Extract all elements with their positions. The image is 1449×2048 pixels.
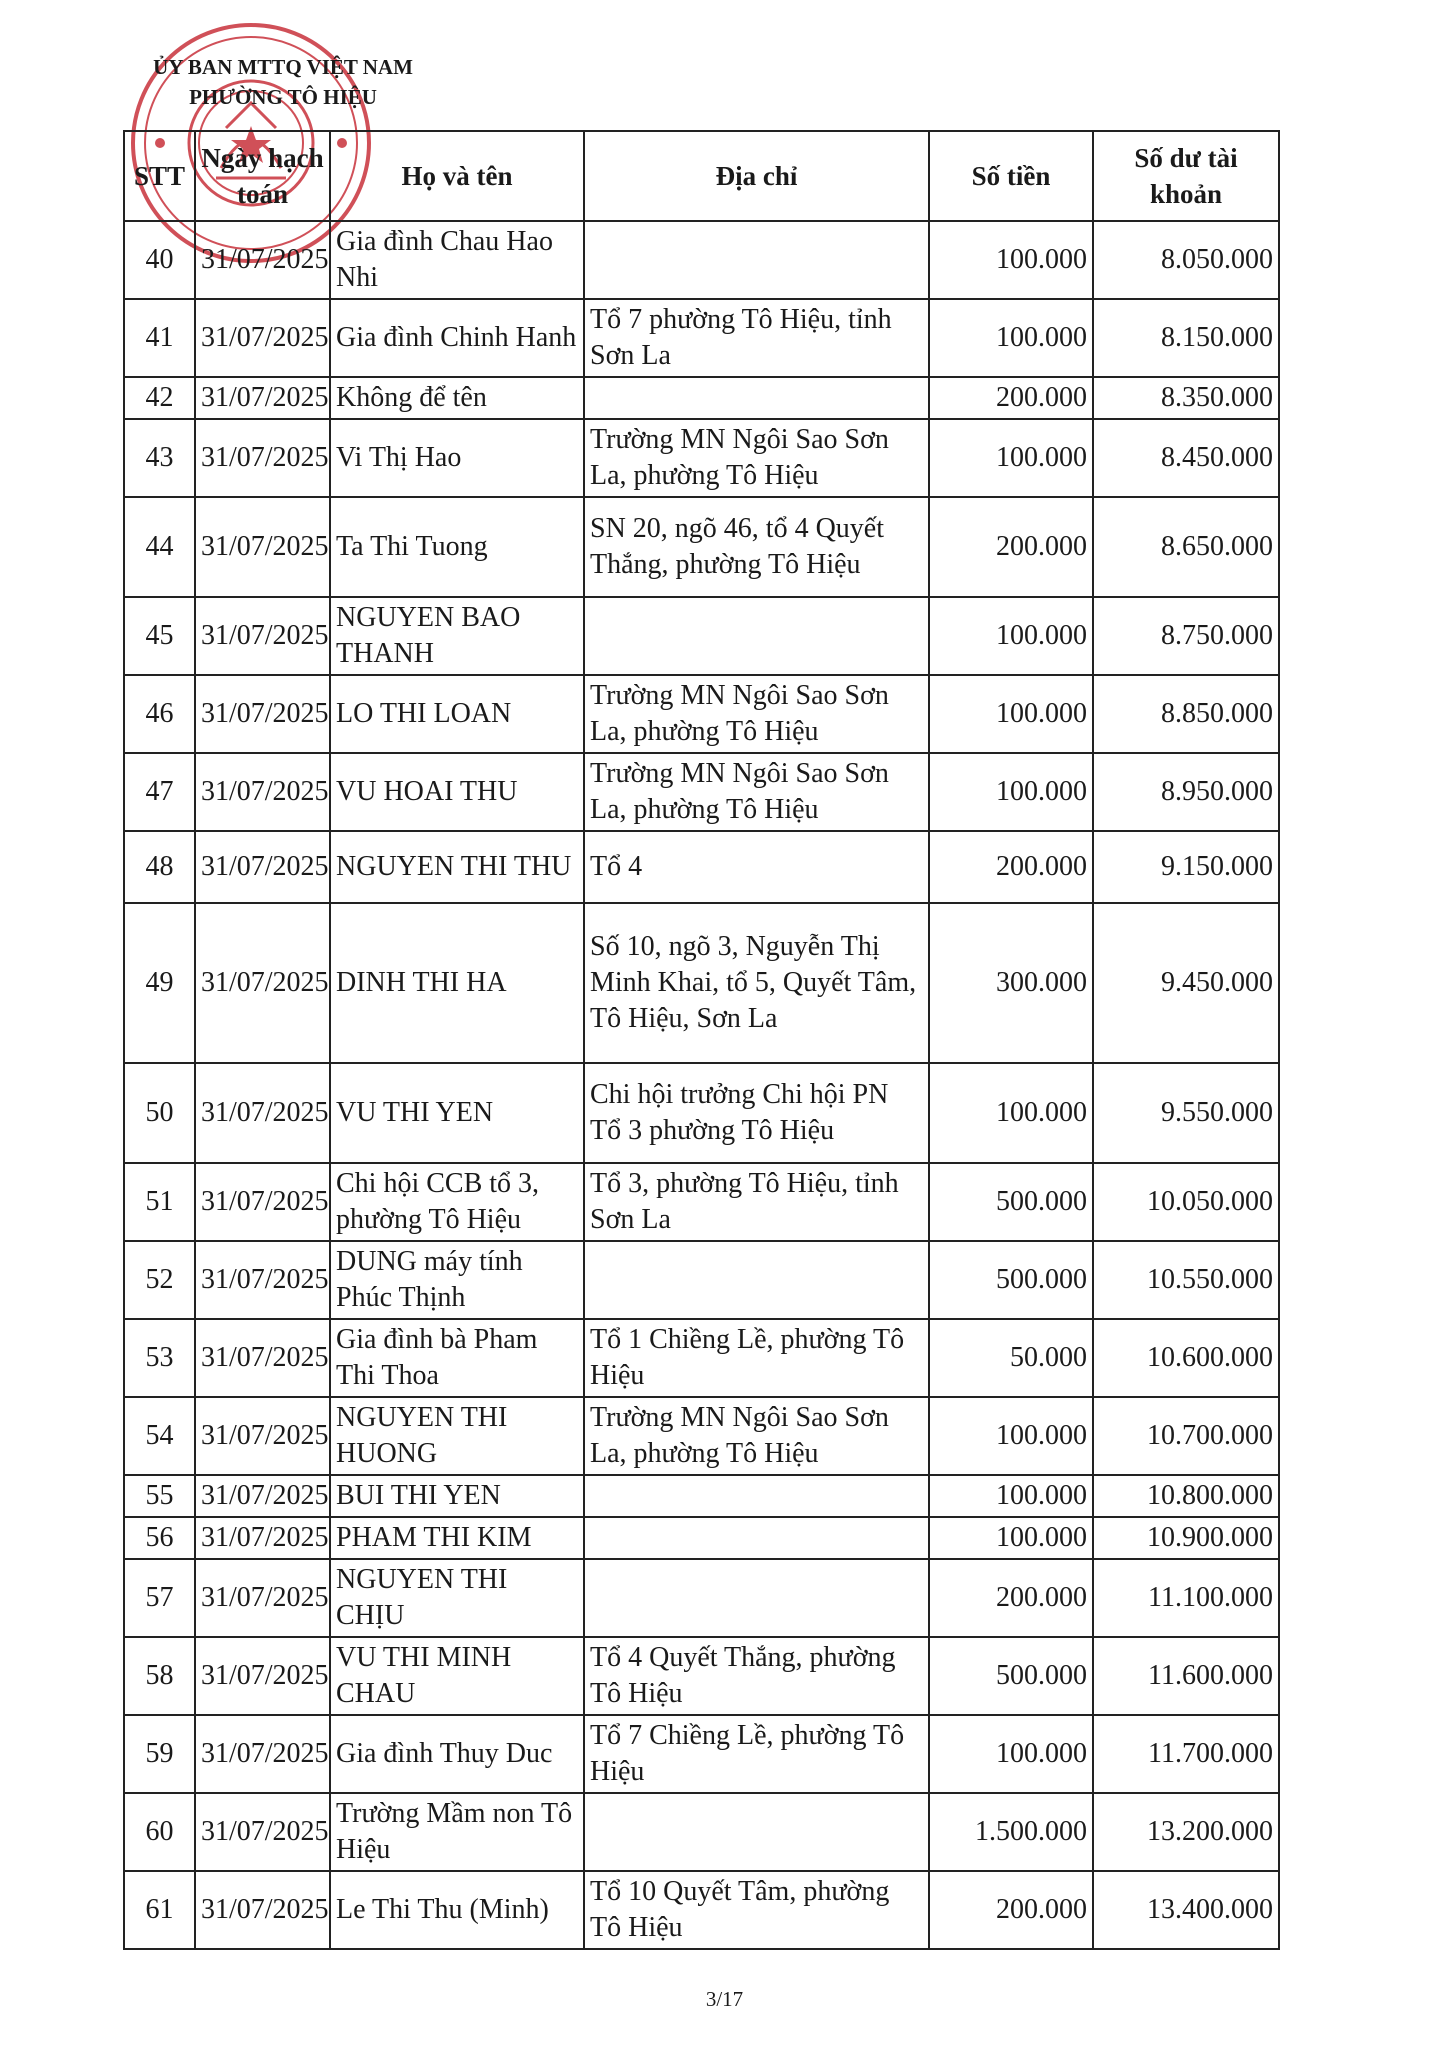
cell-amount: 50.000 [929,1319,1093,1397]
cell-stt: 52 [124,1241,195,1319]
cell-stt: 51 [124,1163,195,1241]
cell-date: 31/07/2025 [195,675,330,753]
table-row [124,1793,1279,1871]
cell-stt: 45 [124,597,195,675]
cell-date: 31/07/2025 [195,1715,330,1793]
table-row [124,753,1279,831]
cell-date: 31/07/2025 [195,419,330,497]
cell-amount: 200.000 [929,377,1093,419]
cell-date: 31/07/2025 [195,1163,330,1241]
cell-date: 31/07/2025 [195,1517,330,1559]
cell-name: Chi hội CCB tổ 3, phường Tô Hiệu [330,1163,584,1241]
cell-stt: 54 [124,1397,195,1475]
cell-address: Trường MN Ngôi Sao Sơn La, phường Tô Hiệu [584,419,929,497]
cell-name: Gia đình bà Pham Thi Thoa [330,1319,584,1397]
cell-stt: 58 [124,1637,195,1715]
cell-name: VU HOAI THU [330,753,584,831]
cell-balance: 8.450.000 [1093,419,1279,497]
cell-date: 31/07/2025 [195,1637,330,1715]
cell-amount: 100.000 [929,1397,1093,1475]
cell-amount: 200.000 [929,831,1093,903]
cell-stt: 53 [124,1319,195,1397]
column-header-stt: STT [124,131,195,221]
cell-name: DUNG máy tính Phúc Thịnh [330,1241,584,1319]
organization-header [128,52,438,112]
cell-balance: 9.550.000 [1093,1063,1279,1163]
cell-balance: 10.800.000 [1093,1475,1279,1517]
cell-address: Tổ 7 phường Tô Hiệu, tỉnh Sơn La [584,299,929,377]
table-row [124,1163,1279,1241]
cell-name: VU THI YEN [330,1063,584,1163]
table-row [124,1241,1279,1319]
cell-amount: 100.000 [929,1715,1093,1793]
cell-address: Tổ 10 Quyết Tâm, phường Tô Hiệu [584,1871,929,1949]
cell-name: DINH THI HA [330,903,584,1063]
cell-date: 31/07/2025 [195,1871,330,1949]
cell-stt: 40 [124,221,195,299]
cell-name: NGUYEN THI HUONG [330,1397,584,1475]
cell-address: SN 20, ngõ 46, tổ 4 Quyết Thắng, phường Tô Hiệu [584,497,929,597]
table-row [124,903,1279,1063]
cell-stt: 47 [124,753,195,831]
cell-date: 31/07/2025 [195,1793,330,1871]
cell-name: Le Thi Thu (Minh) [330,1871,584,1949]
cell-balance: 10.050.000 [1093,1163,1279,1241]
cell-stt: 43 [124,419,195,497]
cell-stt: 48 [124,831,195,903]
cell-address: Trường MN Ngôi Sao Sơn La, phường Tô Hiệu [584,1397,929,1475]
cell-address [584,1241,929,1319]
cell-name: NGUYEN THI CHỊU [330,1559,584,1637]
cell-date: 31/07/2025 [195,597,330,675]
cell-stt: 49 [124,903,195,1063]
cell-stt: 57 [124,1559,195,1637]
cell-address [584,597,929,675]
cell-amount: 100.000 [929,299,1093,377]
cell-address [584,221,929,299]
cell-amount: 500.000 [929,1637,1093,1715]
cell-amount: 100.000 [929,1517,1093,1559]
cell-balance: 11.700.000 [1093,1715,1279,1793]
cell-name: Không để tên [330,377,584,419]
cell-stt: 41 [124,299,195,377]
cell-address: Tổ 7 Chiềng Lề, phường Tô Hiệu [584,1715,929,1793]
cell-balance: 10.700.000 [1093,1397,1279,1475]
cell-amount: 100.000 [929,675,1093,753]
cell-amount: 100.000 [929,597,1093,675]
table-row [124,1517,1279,1559]
cell-amount: 500.000 [929,1241,1093,1319]
cell-name: Trường Mầm non Tô Hiệu [330,1793,584,1871]
donation-table [123,130,1280,1950]
cell-address: Trường MN Ngôi Sao Sơn La, phường Tô Hiệu [584,675,929,753]
cell-name: Gia đình Thuy Duc [330,1715,584,1793]
cell-address [584,1475,929,1517]
cell-balance: 11.600.000 [1093,1637,1279,1715]
cell-address: Tổ 1 Chiềng Lề, phường Tô Hiệu [584,1319,929,1397]
cell-amount: 100.000 [929,419,1093,497]
ward-name: PHƯỜNG TÔ HIỆU [189,85,377,109]
column-header-balance: Số dư tài khoản [1093,131,1279,221]
table-row [124,1397,1279,1475]
cell-balance: 8.350.000 [1093,377,1279,419]
table-row [124,497,1279,597]
cell-date: 31/07/2025 [195,221,330,299]
cell-balance: 8.050.000 [1093,221,1279,299]
cell-address [584,1517,929,1559]
cell-name: Ta Thi Tuong [330,497,584,597]
cell-stt: 55 [124,1475,195,1517]
cell-date: 31/07/2025 [195,903,330,1063]
cell-amount: 200.000 [929,497,1093,597]
cell-stt: 59 [124,1715,195,1793]
cell-balance: 10.900.000 [1093,1517,1279,1559]
cell-amount: 300.000 [929,903,1093,1063]
table-row [124,1319,1279,1397]
cell-amount: 1.500.000 [929,1793,1093,1871]
cell-stt: 50 [124,1063,195,1163]
cell-address: Số 10, ngõ 3, Nguyễn Thị Minh Khai, tổ 5, Quyết Tâm, Tô Hiệu, Sơn La [584,903,929,1063]
cell-date: 31/07/2025 [195,831,330,903]
cell-date: 31/07/2025 [195,1559,330,1637]
cell-amount: 200.000 [929,1559,1093,1637]
table-row [124,221,1279,299]
cell-date: 31/07/2025 [195,1063,330,1163]
cell-stt: 46 [124,675,195,753]
cell-stt: 44 [124,497,195,597]
cell-date: 31/07/2025 [195,753,330,831]
column-header-name: Họ và tên [330,131,584,221]
cell-amount: 500.000 [929,1163,1093,1241]
cell-balance: 11.100.000 [1093,1559,1279,1637]
cell-date: 31/07/2025 [195,497,330,597]
cell-balance: 8.750.000 [1093,597,1279,675]
cell-balance: 8.650.000 [1093,497,1279,597]
cell-date: 31/07/2025 [195,1241,330,1319]
cell-name: LO THI LOAN [330,675,584,753]
cell-address: Tổ 4 [584,831,929,903]
table-row [124,299,1279,377]
column-header-address: Địa chỉ [584,131,929,221]
cell-address [584,1559,929,1637]
cell-balance: 13.400.000 [1093,1871,1279,1949]
cell-address: Tổ 4 Quyết Thắng, phường Tô Hiệu [584,1637,929,1715]
cell-address: Chi hội trưởng Chi hội PN Tổ 3 phường Tô Hiệu [584,1063,929,1163]
table-row [124,831,1279,903]
cell-amount: 100.000 [929,221,1093,299]
column-header-date: Ngày hạch toán [195,131,330,221]
cell-amount: 100.000 [929,1475,1093,1517]
cell-balance: 8.950.000 [1093,753,1279,831]
table-header-row [124,131,1279,221]
cell-date: 31/07/2025 [195,1475,330,1517]
cell-balance: 10.600.000 [1093,1319,1279,1397]
cell-name: VU THI MINH CHAU [330,1637,584,1715]
table-row [124,1475,1279,1517]
cell-name: Gia đình Chinh Hanh [330,299,584,377]
cell-balance: 10.550.000 [1093,1241,1279,1319]
cell-amount: 200.000 [929,1871,1093,1949]
cell-date: 31/07/2025 [195,299,330,377]
cell-name: Vi Thị Hao [330,419,584,497]
table-row [124,419,1279,497]
cell-stt: 61 [124,1871,195,1949]
table-row [124,1715,1279,1793]
table-body [124,221,1279,1949]
table-row [124,1063,1279,1163]
table-row [124,675,1279,753]
table-row [124,597,1279,675]
cell-address [584,377,929,419]
cell-stt: 56 [124,1517,195,1559]
table-row [124,1871,1279,1949]
cell-name: PHAM THI KIM [330,1517,584,1559]
table-row [124,1637,1279,1715]
table-row [124,377,1279,419]
cell-balance: 9.150.000 [1093,831,1279,903]
cell-balance: 13.200.000 [1093,1793,1279,1871]
cell-balance: 8.850.000 [1093,675,1279,753]
page-number: 3/17 [705,1987,744,2011]
cell-name: NGUYEN BAO THANH [330,597,584,675]
cell-balance: 9.450.000 [1093,903,1279,1063]
cell-stt: 60 [124,1793,195,1871]
cell-date: 31/07/2025 [195,1397,330,1475]
org-name: ỦY BAN MTTQ VIỆT NAM [153,55,413,79]
cell-name: Gia đình Chau Hao Nhi [330,221,584,299]
table-row [124,1559,1279,1637]
cell-date: 31/07/2025 [195,377,330,419]
column-header-amount: Số tiền [929,131,1093,221]
cell-address: Tổ 3, phường Tô Hiệu, tỉnh Sơn La [584,1163,929,1241]
cell-stt: 42 [124,377,195,419]
cell-name: BUI THI YEN [330,1475,584,1517]
cell-amount: 100.000 [929,1063,1093,1163]
cell-date: 31/07/2025 [195,1319,330,1397]
cell-address [584,1793,929,1871]
cell-amount: 100.000 [929,753,1093,831]
cell-name: NGUYEN THI THU [330,831,584,903]
cell-balance: 8.150.000 [1093,299,1279,377]
cell-address: Trường MN Ngôi Sao Sơn La, phường Tô Hiệu [584,753,929,831]
